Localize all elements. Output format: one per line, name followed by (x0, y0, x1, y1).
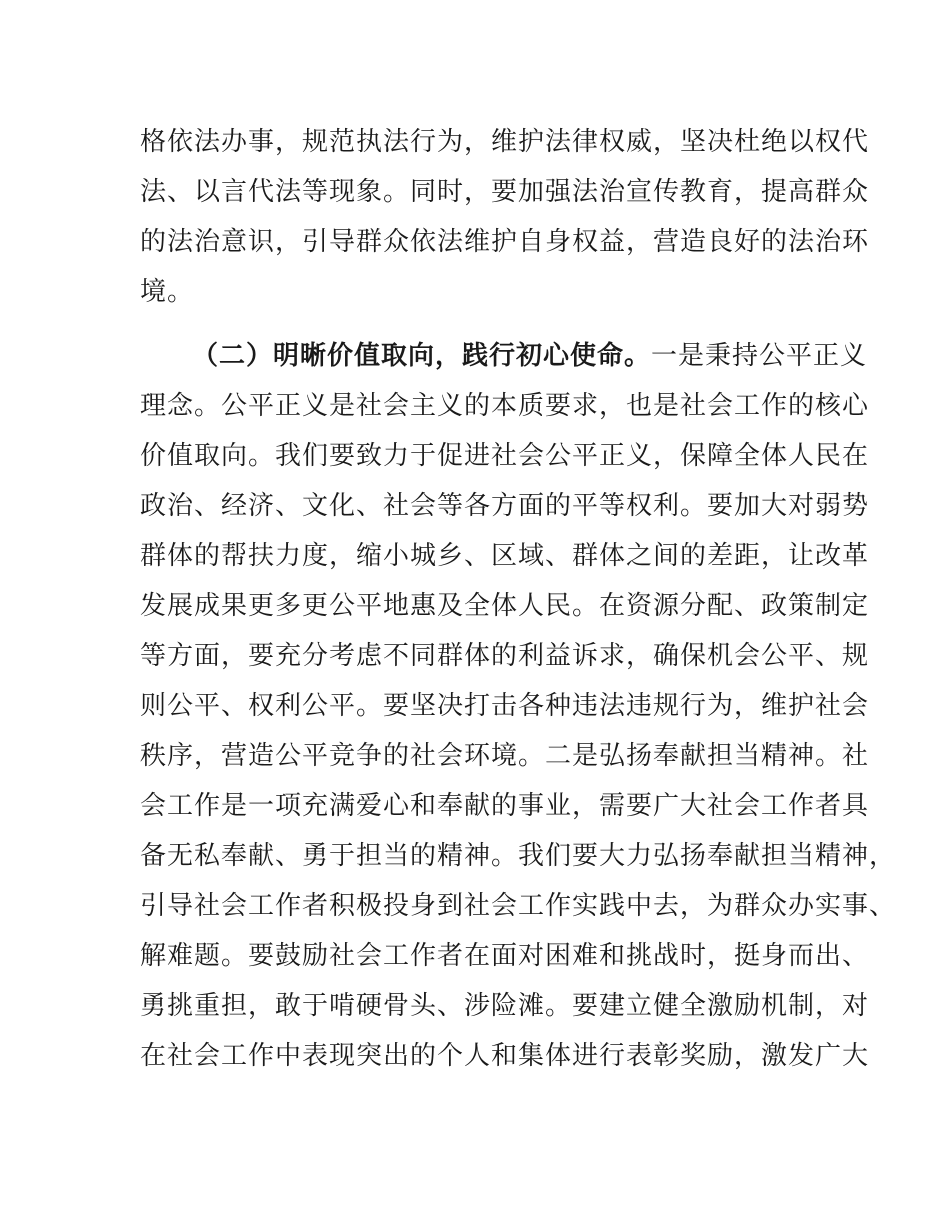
paragraph-line: 的法治意识，引导群众依法维护自身权益，营造良好的法治环 (140, 227, 870, 257)
paragraph-line: 法、以言代法等现象。同时，要加强法治宣传教育，提高群众 (140, 177, 870, 207)
section-heading: （二）明晰价值取向，践行初心使命。 (192, 341, 652, 371)
paragraph-line: 解难题。要鼓励社会工作者在面对困难和挑战时，挺身而出、 (140, 941, 870, 971)
paragraph-line: 秩序，营造公平竞争的社会环境。二是弘扬奉献担当精神。社 (140, 741, 870, 771)
paragraph-line: 会工作是一项充满爱心和奉献的事业，需要广大社会工作者具 (140, 791, 870, 821)
paragraph-line: 政治、经济、文化、社会等各方面的平等权利。要加大对弱势 (140, 491, 870, 521)
paragraph-line: 格依法办事，规范执法行为，维护法律权威，坚决杜绝以权代 (140, 127, 870, 157)
section-heading-line (192, 341, 867, 371)
paragraph-line: 价值取向。我们要致力于促进社会公平正义，保障全体人民在 (140, 441, 870, 471)
paragraph-line: 则公平、权利公平。要坚决打击各种违法违规行为，维护社会 (140, 691, 870, 721)
paragraph-line: 等方面，要充分考虑不同群体的利益诉求，确保机会公平、规 (140, 641, 870, 671)
paragraph-line: 备无私奉献、勇于担当的精神。我们要大力弘扬奉献担当精神， (140, 841, 897, 871)
section-heading-continuation: 一是秉持公平正义 (651, 341, 868, 371)
paragraph-line: 境。 (140, 277, 195, 307)
paragraph-line: 勇挑重担，敢于啃硬骨头、涉险滩。要建立健全激励机制，对 (140, 991, 870, 1021)
paragraph-line: 发展成果更多更公平地惠及全体人民。在资源分配、政策制定 (140, 591, 870, 621)
paragraph-line: 在社会工作中表现突出的个人和集体进行表彰奖励，激发广大 (140, 1041, 870, 1071)
paragraph-line: 理念。公平正义是社会主义的本质要求，也是社会工作的核心 (140, 391, 870, 421)
paragraph-line: 引导社会工作者积极投身到社会工作实践中去，为群众办实事、 (140, 891, 897, 921)
paragraph-line: 群体的帮扶力度，缩小城乡、区域、群体之间的差距，让改革 (140, 541, 870, 571)
